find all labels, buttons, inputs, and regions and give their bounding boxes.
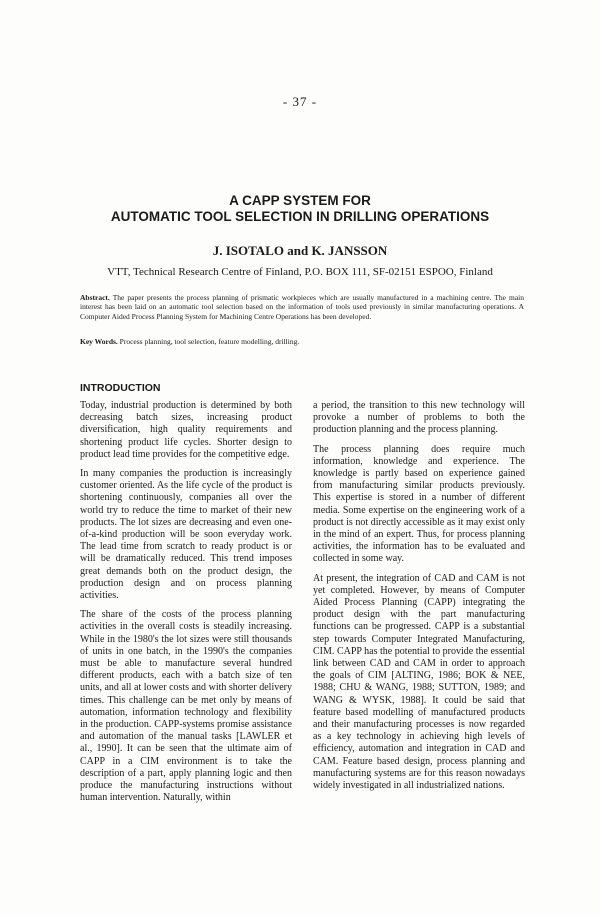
- abstract-text: The paper presents the process planning of prismatic workpieces which are usually manufactured in a machining centre. The main interest has been laid on an automatic tool selection based on the information of tools used previously in similar manufacturing operations. A Computer Aided Process Planning System for Machining Centre Operations has been developed.: [80, 293, 524, 321]
- paragraph: a period, the transition to this new technology will provoke a number of problems to both the production planning and the process planning.: [313, 400, 525, 436]
- paper-title: [0, 193, 600, 225]
- keywords: [80, 337, 524, 346]
- paragraph: Today, industrial production is determined by both decreasing batch sizes, increasing product diversification, high quality requirements and shortening product life cycles. Shorter design to product lead time provides for the competitive edge.: [80, 400, 292, 460]
- section-heading-introduction: INTRODUCTION: [80, 382, 161, 394]
- keywords-label: Key Words.: [80, 337, 118, 346]
- abstract-label: Abstract.: [80, 293, 110, 302]
- affiliation: VTT, Technical Research Centre of Finland, P.O. BOX 111, SF-02151 ESPOO, Finland: [107, 266, 493, 278]
- paragraph: At present, the integration of CAD and CAM is not yet completed. However, by means of Computer Aided Process Planning (CAPP) integrating the product design with the part manufacturing functions can be progressed. CAPP is a substantial step towards Computer Integrated Manufacturing, CIM. CAPP has the potential to provide the essential link between CAD and CAM in order to approach the goals of CIM [ALTING, 1986; BOK & NEE, 1988; CHU & WANG, 1988; SUTTON, 1989; and WANG & WYSK, 1988]. It could be said that feature based modelling of manufactured products and their manufacturing processes is now regarded as a key technology in achieving high levels of efficiency, automation and integration in CAD and CAM. Feature based design, process planning and manufacturing systems are for this reason nowadays widely investigated in all industrialized nations.: [313, 572, 525, 792]
- paragraph: The process planning does require much information, knowledge and experience. The knowledge is partly based on experience gained from manufacturing similar products previously. This expertise is stored in a number of different media. Some expertise on the engineering work of a product is not directly accessible as it may exist only in the mind of an expert. Thus, for process planning activities, the information has to be evaluated and collected in some way.: [313, 443, 525, 565]
- left-column: [80, 400, 292, 812]
- abstract: [80, 293, 524, 321]
- right-column: [313, 400, 525, 799]
- paragraph: The share of the costs of the process planning activities in the overall costs is steadily increasing. While in the 1980's the lot sizes were still thousands of units in one batch, in the 1990's the companies must be able to manufacture several hundred different products, each with a batch size of ten units, and all at lower costs and with shorter delivery times. This challenge can be met only by means of automation, information technology and flexibility in the production. CAPP-systems promise assistance and automation of the manual tasks [LAWLER et al., 1990]. It can be seen that the ultimate aim of CAPP in a CIM environment is to take the description of a part, apply planning logic and then produce the manufacturing instructions without human intervention. Naturally, within: [80, 609, 292, 804]
- paragraph: In many companies the production is increasingly customer oriented. As the life cycle of the product is shortening continuously, companies all over the world try to reduce the time to market of their new products. The lot sizes are decreasing and even one-of-a-kind production will be soon everyday work. The lead time from scratch to ready product is or will be dramatically reduced. This trend imposes great demands both on the product design, the production design and on process planning activities.: [80, 468, 292, 602]
- keywords-text: Process planning, tool selection, feature modelling, drilling.: [119, 337, 300, 346]
- title-line-1: A CAPP SYSTEM FOR: [229, 193, 371, 208]
- authors: J. ISOTALO and K. JANSSON: [212, 243, 388, 258]
- page-number: - 37 -: [282, 94, 318, 109]
- title-line-2: AUTOMATIC TOOL SELECTION IN DRILLING OPERATIONS: [110, 209, 490, 224]
